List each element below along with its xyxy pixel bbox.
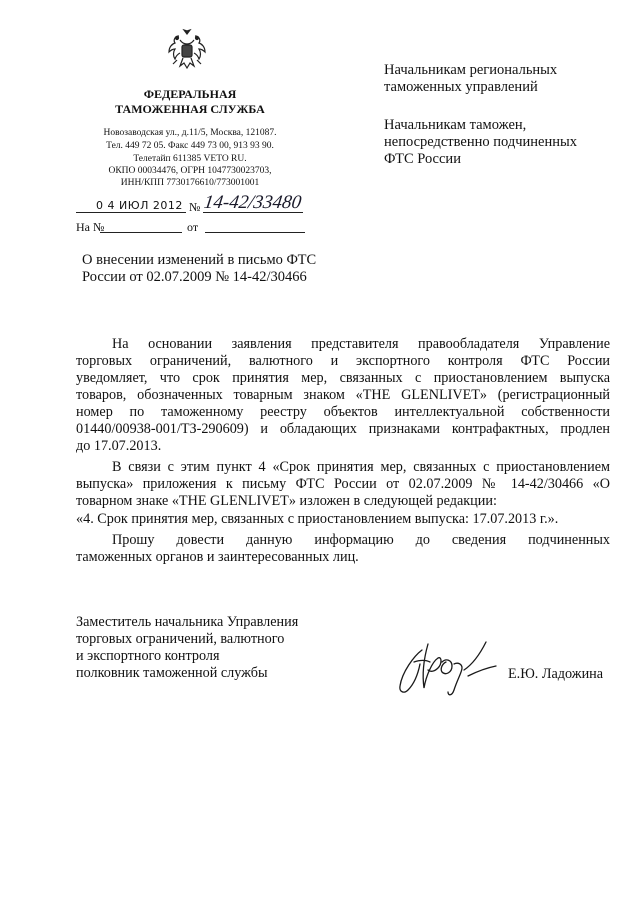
body-line: торговых ограничений, валютного и экспортного контроля ФТС России [76, 353, 610, 369]
double-headed-eagle-icon [165, 28, 209, 76]
registration-date: 0 4 ИЮЛ 2012 [96, 199, 183, 212]
body-line: На основании заявления представителя правообладателя Управление [112, 336, 610, 352]
org-name-line2: ТАМОЖЕННАЯ СЛУЖБА [115, 102, 265, 116]
signatory-title-line: Заместитель начальника Управления [76, 614, 299, 630]
signatory-title-line: торговых ограничений, валютного [76, 631, 285, 647]
body-line: таможенных органов и заинтересованных лиц. [76, 549, 359, 565]
body-line: товарном знаке «THE GLENLIVET» изложен в следующей редакции: [76, 493, 497, 509]
signatory-title-line: полковник таможенной службы [76, 665, 268, 681]
inn-line: ИНН/КПП 7730176610/773001001 [120, 178, 260, 188]
body-line: номер по таможенному реестру объектов интеллектуальной собственности [76, 404, 610, 420]
reference-date-label: от [187, 220, 199, 234]
number-underline [203, 212, 303, 213]
registration-number: 14-42/33480 [202, 192, 303, 213]
body-line: уведомляет, что срок принятия мер, связанных с приостановлением выпуска [76, 370, 610, 386]
body-line: до 17.07.2013. [76, 438, 162, 454]
org-name-line1: ФЕДЕРАЛЬНАЯ [143, 87, 237, 101]
teletype-line: Телетайп 611385 VETO RU. [133, 154, 247, 164]
reference-number-underline [100, 232, 182, 233]
body-line: выпуска» приложения к письму ФТС России от 02.07.2009 № 14-42/30466 «О [76, 476, 610, 492]
okpo-line: ОКПО 00034476, ОГРН 1047730023703, [108, 166, 272, 176]
reference-number-label: На № [76, 220, 105, 234]
body-line: Прошу довести данную информацию до сведения подчиненных [112, 532, 610, 548]
handwritten-signature [392, 632, 502, 702]
subject-line: России от 02.07.2009 № 14-42/30466 [82, 269, 307, 285]
date-underline [76, 212, 186, 213]
subject-line: О внесении изменений в письмо ФТС [82, 252, 317, 268]
phone-line: Тел. 449 72 05. Факс 449 73 00, 913 93 90. [106, 141, 274, 151]
body-line: В связи с этим пункт 4 «Срок принятия мер, связанных с приостановлением [112, 459, 610, 475]
reference-date-underline [205, 232, 305, 233]
recipient-line: Начальникам таможен, [384, 117, 527, 133]
recipient-line: непосредственно подчиненных [384, 134, 577, 150]
signatory-title-line: и экспортного контроля [76, 648, 220, 664]
body-line: 01440/00938-001/ТЗ-290609) и обладающих признаками контрафактных, продлен [76, 421, 610, 437]
number-label: № [189, 200, 201, 214]
address-line: Новозаводская ул., д.11/5, Москва, 121087. [103, 128, 277, 138]
recipient-line: Начальникам региональных [384, 62, 558, 78]
recipient-line: ФТС России [384, 151, 461, 167]
recipient-line: таможенных управлений [384, 79, 538, 95]
body-line: «4. Срок принятия мер, связанных с приостановлением выпуска: 17.07.2013 г.». [76, 511, 559, 527]
body-line: товаров, обозначенных товарным знаком «THE GLENLIVET» (регистрационный [76, 387, 610, 403]
signer-name: Е.Ю. Ладожина [508, 666, 604, 682]
